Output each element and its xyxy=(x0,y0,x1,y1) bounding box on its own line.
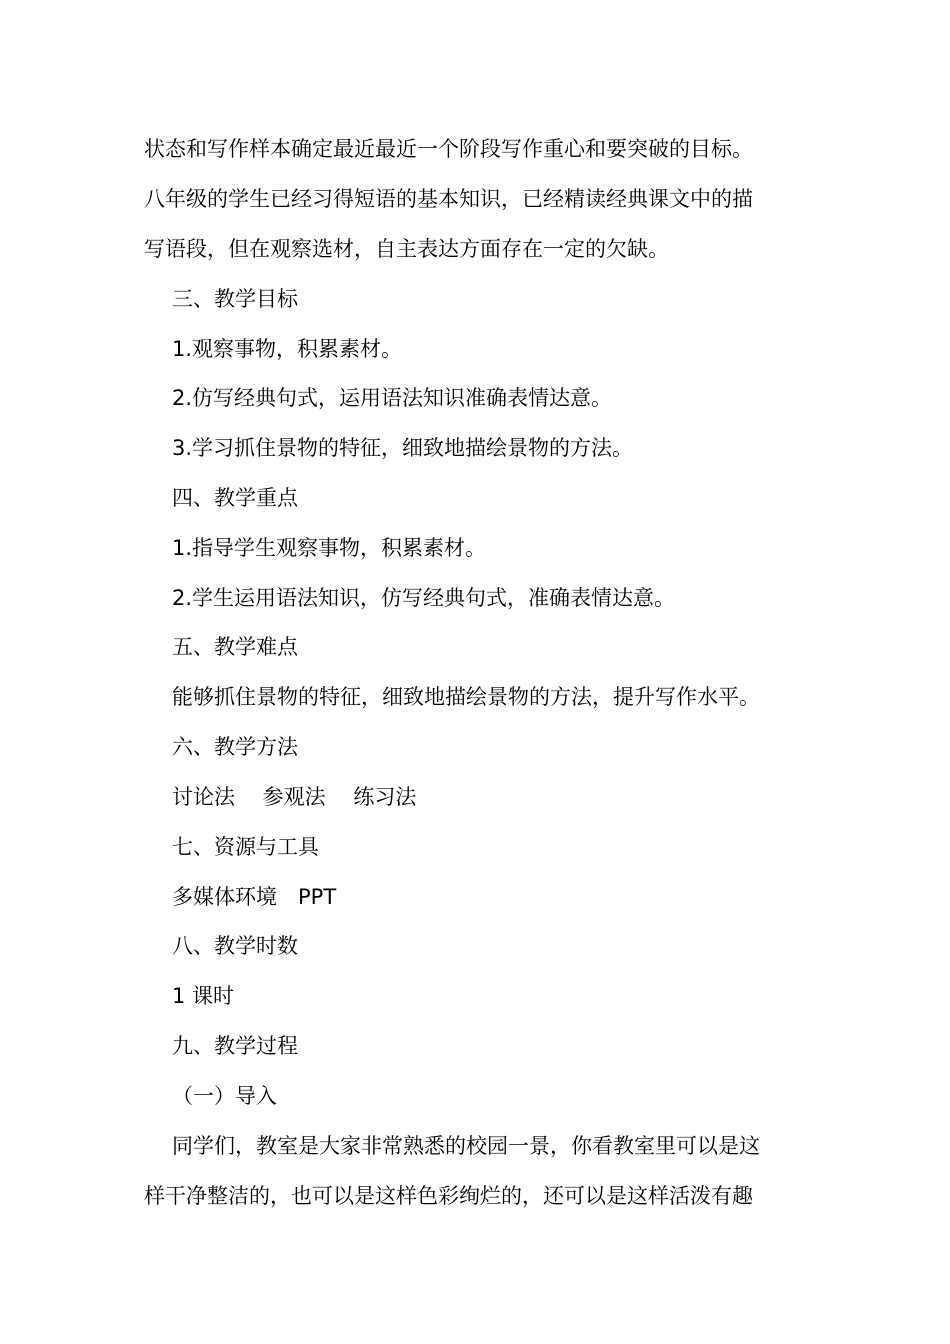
paragraph-line: 能够抓住景物的特征，细致地描绘景物的方法，提升写作水平。 xyxy=(172,685,760,709)
section-heading-resources: 七、资源与工具 xyxy=(172,835,319,859)
paragraph-line: 写语段，但在观察选材，自主表达方面存在一定的欠缺。 xyxy=(144,237,669,261)
list-item: 3.学习抓住景物的特征，细致地描绘景物的方法。 xyxy=(172,436,634,460)
paragraph-line: 讨论法 参观法 练习法 xyxy=(172,785,417,809)
paragraph-line: 1 课时 xyxy=(172,984,235,1008)
section-heading-methods: 六、教学方法 xyxy=(172,735,298,759)
section-heading-difficulties: 五、教学难点 xyxy=(172,635,298,659)
paragraph-line: 多媒体环境 PPT xyxy=(172,885,337,909)
section-heading-objectives: 三、教学目标 xyxy=(172,287,298,311)
list-item: 2.仿写经典句式，运用语法知识准确表情达意。 xyxy=(172,386,613,410)
paragraph-line: 样干净整洁的，也可以是这样色彩绚烂的，还可以是这样活泼有趣 xyxy=(144,1184,753,1208)
paragraph-line: 八年级的学生已经习得短语的基本知识，已经精读经典课文中的描 xyxy=(144,187,753,211)
section-heading-key-points: 四、教学重点 xyxy=(172,486,298,510)
section-heading-hours: 八、教学时数 xyxy=(172,934,298,958)
list-item: 1.观察事物，积累素材。 xyxy=(172,337,403,361)
list-item: 2.学生运用语法知识，仿写经典句式，准确表情达意。 xyxy=(172,586,676,610)
section-heading-process: 九、教学过程 xyxy=(172,1034,298,1058)
paragraph-line: 同学们，教室是大家非常熟悉的校园一景，你看教室里可以是这 xyxy=(172,1134,760,1158)
paragraph-line: 状态和写作样本确定最近最近一个阶段写作重心和要突破的目标。 xyxy=(144,137,753,161)
subsection-heading-intro: （一）导入 xyxy=(172,1084,277,1108)
list-item: 1.指导学生观察事物，积累素材。 xyxy=(172,536,487,560)
